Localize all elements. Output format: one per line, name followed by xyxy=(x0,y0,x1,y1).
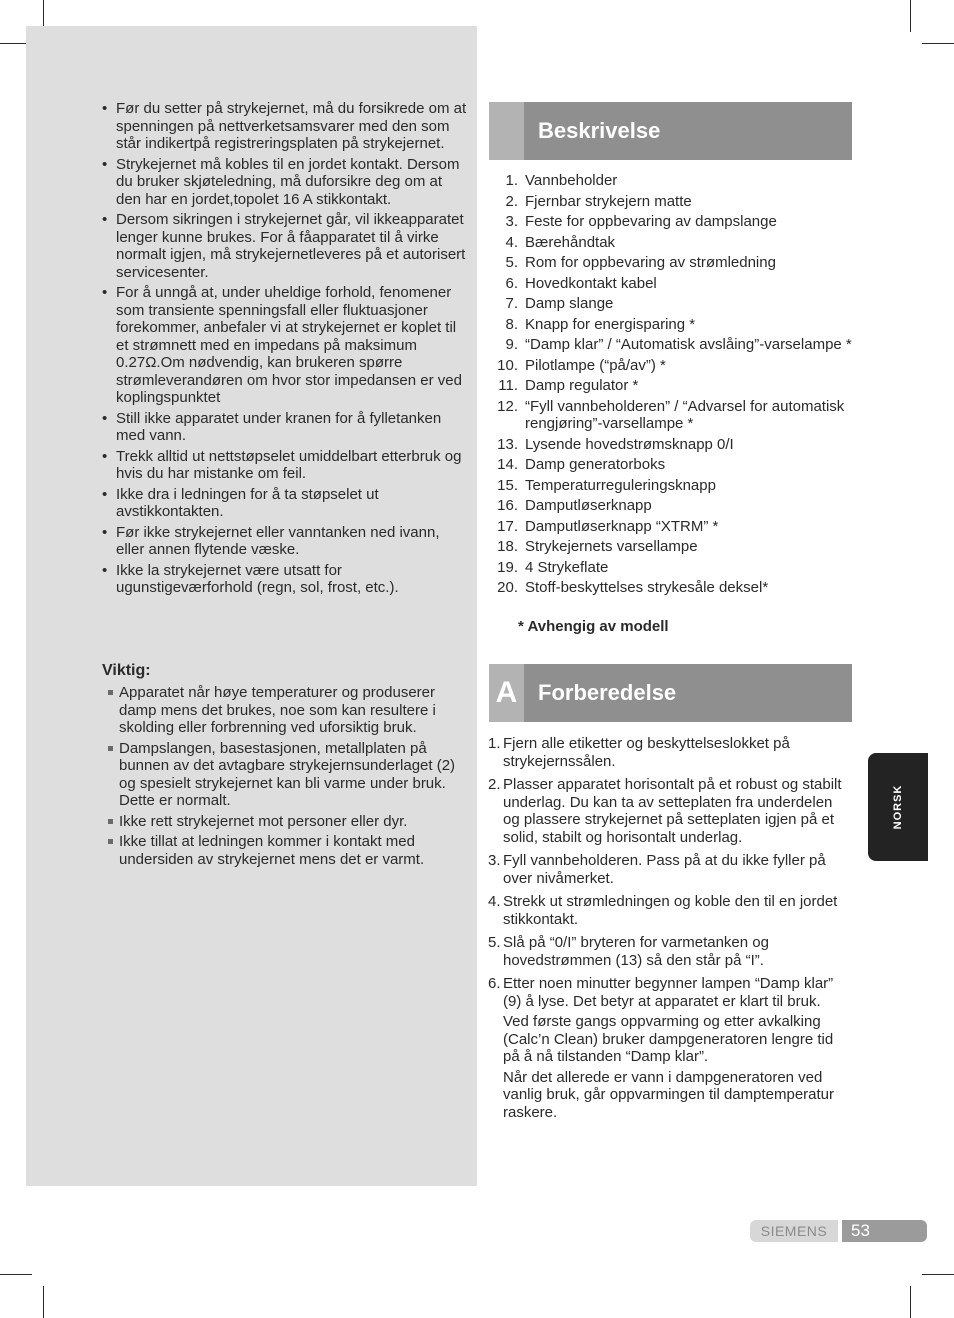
language-tab xyxy=(868,753,928,861)
parts-list-item xyxy=(489,193,859,211)
part-number: 11. xyxy=(498,377,518,394)
part-label: Pilotlampe (“på/av”) * xyxy=(525,356,666,374)
important-item: Ikke rett strykejernet mot personer eller dyr. xyxy=(106,813,468,831)
parts-list-item xyxy=(489,234,859,252)
part-number: 14. xyxy=(497,456,518,473)
preparation-step xyxy=(488,934,852,972)
step-text: Slå på “0/I” bryteren for varmetanken og hovedstrømmen (13) så den står på “I”. xyxy=(503,934,769,969)
safety-item: • Ikke la strykejernet være utsatt for ugunstigeværforhold (regn, sol, frost, etc.). xyxy=(102,562,468,597)
safety-item: • Ikke dra i ledningen for å ta støpselet ut avstikkontakten. xyxy=(102,486,468,521)
crop-mark xyxy=(922,1274,954,1275)
parts-list-item xyxy=(489,295,859,313)
section-letter-a: A xyxy=(489,664,524,722)
part-number: 18. xyxy=(497,538,518,555)
part-label: Damp slange xyxy=(525,295,614,312)
step-text: Fyll vannbeholderen. Pass på at du ikke fyller på over nivåmerket. xyxy=(503,852,826,887)
part-label: Damp generatorboks xyxy=(525,456,666,473)
language-tab-label: NORSK xyxy=(892,784,904,830)
part-label: “Fyll vannbeholderen” / “Advarsel for automatisk rengjøring”-varsellampe * xyxy=(525,397,845,432)
part-number: 1. xyxy=(505,172,518,189)
model-dependency-note: * Avhengig av modell xyxy=(518,618,669,635)
safety-item: • Før ikke strykejernet eller vanntanken ned ivann, eller annen flytende væske. xyxy=(102,524,468,559)
parts-list-item xyxy=(489,254,859,272)
safety-item: • Før du setter på strykejernet, må du forsikrede om at spenningen på nettverketsamsvarer med den som står indikertpå registreringsplaten på strykejernet. xyxy=(102,100,468,153)
crop-mark xyxy=(922,43,954,44)
step-text: Strekk ut strømledningen og koble den til en jordet stikkontakt. xyxy=(503,893,838,928)
part-label: Fjernbar strykejern matte xyxy=(525,192,692,210)
description-title: Beskrivelse xyxy=(538,118,661,143)
preparation-title: Forberedelse xyxy=(538,680,677,705)
step-number: 5. xyxy=(488,934,501,951)
footer-brand: SIEMENS xyxy=(750,1220,838,1242)
part-label: Rom for oppbevaring av strømledning xyxy=(525,254,776,271)
part-number: 15. xyxy=(497,476,518,494)
part-number: 3. xyxy=(505,213,518,230)
step-text: Etter noen minutter begynner lampen “Damp klar” (9) å lyse. Det betyr at apparatet er klart til bruk. xyxy=(503,975,834,1010)
page-number: 53 xyxy=(842,1220,927,1242)
parts-list-item xyxy=(489,213,859,231)
step-number: 6. xyxy=(488,975,501,992)
part-number: 7. xyxy=(505,295,518,312)
crop-mark xyxy=(43,1286,44,1318)
section-tab-marker xyxy=(489,102,524,160)
part-number: 9. xyxy=(505,336,518,353)
parts-list-item xyxy=(489,336,859,354)
part-label: Temperaturreguleringsknapp xyxy=(525,476,716,494)
preparation-step xyxy=(488,776,852,849)
preparation-step xyxy=(488,975,852,1124)
part-label: Bærehåndtak xyxy=(525,233,616,251)
important-list xyxy=(106,684,468,871)
preparation-section-header xyxy=(489,664,852,722)
part-label: Damputløserknapp xyxy=(525,497,652,514)
safety-item: • Still ikke apparatet under kranen for å fylletanken med vann. xyxy=(102,410,468,445)
part-label: Damputløserknapp “XTRM” * xyxy=(525,517,719,535)
important-item: Ikke tillat at ledningen kommer i kontakt med undersiden av strykejernet mens det er varmt. xyxy=(106,833,468,868)
step-number: 3. xyxy=(488,852,501,869)
crop-mark xyxy=(910,1286,911,1318)
part-number: 13. xyxy=(497,435,518,453)
part-label: Lysende hovedstrømsknapp 0/I xyxy=(525,435,734,453)
parts-list xyxy=(489,172,859,600)
part-number: 16. xyxy=(497,497,518,514)
description-section-header xyxy=(489,102,852,160)
part-number: 19. xyxy=(497,558,518,576)
step-number: 1. xyxy=(488,735,501,752)
part-number: 8. xyxy=(505,315,518,333)
safety-item: • For å unngå at, under uheldige forhold, fenomener som transiente spenningsfall eller fluktuasjoner forekommer, anbefaler vi at strykejernet er koplet til et strømnett med en impedans på maksimum 0.27Ω.Om nødvendig, kan brukeren spørre strømleverandøren om hvor stor impedansen er ved koplingspunktet xyxy=(102,284,468,407)
step-text: Plasser apparatet horisontalt på et robust og stabilt underlag. Du kan ta av setteplaten fra underdelen og plassere strykejernet på setteplaten igjen på et solid, stabilt og horisontalt underlag. xyxy=(503,776,842,846)
part-label: Damp regulator * xyxy=(525,377,639,394)
parts-list-item xyxy=(489,398,859,433)
parts-list-item xyxy=(489,357,859,375)
preparation-step xyxy=(488,735,852,773)
parts-list-item xyxy=(489,559,859,577)
part-number: 5. xyxy=(505,254,518,271)
step-text: Ved første gangs oppvarming og etter avkalking (Calc’n Clean) bruker dampgeneratoren lengre tid på å nå tilstanden “Damp klar”. xyxy=(503,1013,834,1065)
crop-mark xyxy=(0,1274,32,1275)
part-label: Hovedkontakt kabel xyxy=(525,274,657,292)
step-text: Når det allerede er vann i dampgeneratoren ved vanlig bruk, går oppvarmingen til damptemperatur raskere. xyxy=(503,1068,835,1121)
part-label: Stoff-beskyttelses strykesåle deksel* xyxy=(525,579,769,596)
part-label: Knapp for energisparing * xyxy=(525,315,696,333)
parts-list-item xyxy=(489,497,859,515)
parts-list-item xyxy=(489,477,859,495)
part-label: Vannbeholder xyxy=(525,172,618,189)
part-label: 4 Strykeflate xyxy=(525,558,609,576)
parts-list-item xyxy=(489,172,859,190)
parts-list-item xyxy=(489,377,859,395)
crop-mark xyxy=(910,0,911,32)
step-number: 2. xyxy=(488,776,501,793)
step-text: Fjern alle etiketter og beskyttelseslokket på strykejernssålen. xyxy=(503,735,790,770)
parts-list-item xyxy=(489,538,859,556)
parts-list-item xyxy=(489,316,859,334)
part-label: Feste for oppbevaring av dampslange xyxy=(525,213,777,230)
parts-list-item xyxy=(489,436,859,454)
preparation-step xyxy=(488,852,852,890)
preparation-steps xyxy=(488,735,852,1127)
safety-item: • Strykejernet må kobles til en jordet kontakt. Dersom du bruker skjøteledning, må duforsikre deg om at den har en jordet,topolet 16 A stikkontakt. xyxy=(102,156,468,209)
parts-list-item xyxy=(489,275,859,293)
part-number: 4. xyxy=(505,233,518,251)
parts-list-item xyxy=(489,518,859,536)
part-number: 6. xyxy=(505,274,518,292)
important-item: Dampslangen, basestasjonen, metallplaten på bunnen av det avtagbare strykejernsunderlaget (2) og spesielt strykejernet kan bli varme under bruk. Dette er normalt. xyxy=(106,740,468,810)
important-item: Apparatet når høye temperaturer og produserer damp mens det brukes, noe som kan resultere i skolding eller forbrenning ved uforsiktig bruk. xyxy=(106,684,468,737)
safety-list xyxy=(102,100,468,600)
parts-list-item xyxy=(489,579,859,597)
parts-list-item xyxy=(489,456,859,474)
part-number: 2. xyxy=(505,192,518,210)
safety-item: • Trekk alltid ut nettstøpselet umiddelbart etterbruk og hvis du har mistanke om feil. xyxy=(102,448,468,483)
important-heading: Viktig: xyxy=(102,662,151,679)
preparation-step xyxy=(488,893,852,931)
part-number: 17. xyxy=(497,517,518,535)
part-label: “Damp klar” / “Automatisk avslåing”-varselampe * xyxy=(525,336,852,353)
step-number: 4. xyxy=(488,893,501,910)
part-number: 20. xyxy=(497,579,518,596)
part-number: 10. xyxy=(497,356,518,374)
part-number: 12. xyxy=(497,397,518,415)
part-label: Strykejernets varsellampe xyxy=(525,538,698,555)
safety-item: • Dersom sikringen i strykejernet går, vil ikkeapparatet lenger kunne brukes. For å fåapparatet til å virke normalt igjen, må strykejernetleveres på et autorisert servicesenter. xyxy=(102,211,468,281)
